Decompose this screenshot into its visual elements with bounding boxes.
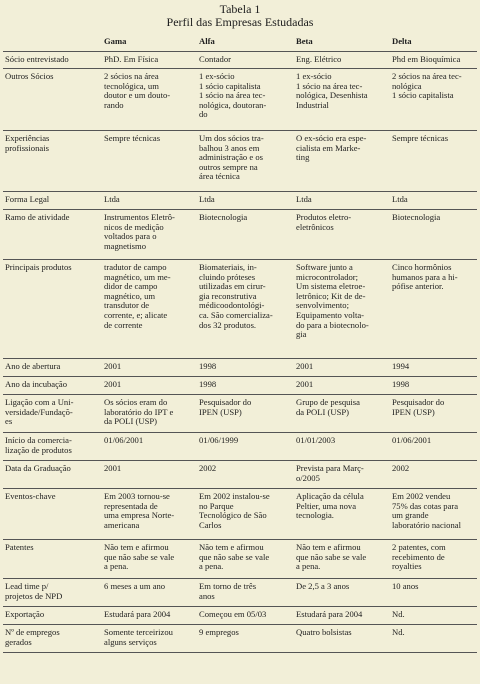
table-row: [3, 377, 477, 395]
table-cell: Biotecnologia: [388, 210, 477, 260]
table-cell: Não tem e afirmou que não sabe se vale a pena.: [292, 540, 388, 579]
table-cell: Cinco hormônios humanos para a hi- pófise anterior.: [388, 260, 477, 359]
table-cell: O ex-sócio era espe- cialista em Marke- ting: [292, 131, 388, 192]
table-cell: Em 2002 vendeu 75% das cotas para um grande laboratório nacional: [388, 489, 477, 540]
table-cell: Estudará para 2004: [292, 607, 388, 625]
table-cell: 2 sócios na área tecnológica, um doutor e um douto- rando: [100, 69, 195, 131]
table-row: [3, 192, 477, 210]
row-label: Sócio entrevistado: [3, 52, 100, 69]
row-label: Ano da incubação: [3, 377, 100, 395]
table-caption: [0, 0, 480, 29]
table-cell: Em 2003 tornou-se representada de uma empresa Norte- americana: [100, 489, 195, 540]
row-label: Início da comercia- lização de produtos: [3, 433, 100, 461]
table-cell: 9 empregos: [195, 625, 292, 653]
table-cell: Phd em Bioquímica: [388, 52, 477, 69]
table-cell: 01/06/2001: [100, 433, 195, 461]
table-row: [3, 69, 477, 131]
table-cell: 2001: [292, 377, 388, 395]
table-cell: 10 anos: [388, 579, 477, 607]
table-cell: Sempre técnicas: [388, 131, 477, 192]
table-cell: Os sócios eram do laboratório do IPT e da POLI (USP): [100, 395, 195, 433]
table-cell: 2 sócios na área tec- nológica 1 sócio capitalista: [388, 69, 477, 131]
table-cell: Prevista para Març- o/2005: [292, 461, 388, 489]
table-cell: 6 meses a um ano: [100, 579, 195, 607]
header-cell-beta: Beta: [292, 33, 388, 52]
table-cell: Não tem e afirmou que não sabe se vale a pena.: [100, 540, 195, 579]
table-cell: Biotecnologia: [195, 210, 292, 260]
table-row: [3, 489, 477, 540]
row-label: Lead time p/ projetos de NPD: [3, 579, 100, 607]
table-cell: Um dos sócios tra- balhou 3 anos em administração e os outros sempre na área técnica: [195, 131, 292, 192]
row-label: Outros Sócios: [3, 69, 100, 131]
table-row: [3, 52, 477, 69]
row-label: Forma Legal: [3, 192, 100, 210]
row-label: Nº de empregos gerados: [3, 625, 100, 653]
table-row: [3, 131, 477, 192]
row-label: Experiências profissionais: [3, 131, 100, 192]
company-profile-table: [3, 33, 477, 653]
table-cell: Pesquisador do IPEN (USP): [195, 395, 292, 433]
table-cell: Começou em 05/03: [195, 607, 292, 625]
table-row: [3, 210, 477, 260]
table-cell: De 2,5 a 3 anos: [292, 579, 388, 607]
table-row: [3, 625, 477, 653]
table-row: [3, 540, 477, 579]
table-cell: tradutor de campo magnético, um me- didor de campo magnético, um transdutor de corrente, e; alicate de corrente: [100, 260, 195, 359]
table-cell: Quatro bolsistas: [292, 625, 388, 653]
table-cell: 1998: [195, 359, 292, 377]
table-cell: Sempre técnicas: [100, 131, 195, 192]
table-row: [3, 260, 477, 359]
row-label: Ramo de atividade: [3, 210, 100, 260]
table-cell: Grupo de pesquisa da POLI (USP): [292, 395, 388, 433]
table-cell: Estudará para 2004: [100, 607, 195, 625]
header-cell-alfa: Alfa: [195, 33, 292, 52]
table-cell: Ltda: [100, 192, 195, 210]
table-cell: 01/01/2003: [292, 433, 388, 461]
table-cell: Nd.: [388, 625, 477, 653]
row-label: Principais produtos: [3, 260, 100, 359]
table-cell: 2001: [100, 359, 195, 377]
header-cell-gama: Gama: [100, 33, 195, 52]
table-cell: 2001: [100, 461, 195, 489]
row-label: Patentes: [3, 540, 100, 579]
table-cell: Ltda: [195, 192, 292, 210]
table-row: [3, 607, 477, 625]
table-cell: PhD. Em Física: [100, 52, 195, 69]
table-cell: Ltda: [388, 192, 477, 210]
table-cell: 2002: [195, 461, 292, 489]
header-cell-empty: [3, 33, 100, 52]
table-cell: Em torno de três anos: [195, 579, 292, 607]
table-cell: Nd.: [388, 607, 477, 625]
table-cell: 2 patentes, com recebimento de royalties: [388, 540, 477, 579]
table-cell: Contador: [195, 52, 292, 69]
table-cell: 2002: [388, 461, 477, 489]
table-cell: Ltda: [292, 192, 388, 210]
table-cell: Somente terceirizou alguns serviços: [100, 625, 195, 653]
row-label: Eventos-chave: [3, 489, 100, 540]
table-row: [3, 579, 477, 607]
table-cell: 1994: [388, 359, 477, 377]
row-label: Ano de abertura: [3, 359, 100, 377]
table-row: [3, 461, 477, 489]
table-cell: Não tem e afirmou que não sabe se vale a pena.: [195, 540, 292, 579]
table-cell: Aplicação da célula Peltier, uma nova tecnologia.: [292, 489, 388, 540]
table-cell: 01/06/2001: [388, 433, 477, 461]
header-row: [3, 33, 477, 52]
table-cell: 1 ex-sócio 1 sócio capitalista 1 sócio na área tec- nológica, doutoran- do: [195, 69, 292, 131]
table-cell: Em 2002 instalou-se no Parque Tecnológico de São Carlos: [195, 489, 292, 540]
row-label: Exportação: [3, 607, 100, 625]
table-cell: 1998: [195, 377, 292, 395]
row-label: Data da Graduação: [3, 461, 100, 489]
table-cell: Instrumentos Eletrô- nicos de medição voltados para o magnetismo: [100, 210, 195, 260]
table-cell: 1 ex-sócio 1 sócio na área tec- nológica, Desenhista Industrial: [292, 69, 388, 131]
table-cell: 01/06/1999: [195, 433, 292, 461]
table-title: Perfil das Empresas Estudadas: [166, 15, 314, 29]
table-cell: Software junto a microcontrolador; Um sistema eletroe- letrônico; Kit de de- senvolvimento; Equipamento volta- do para a biotecnolo- gia: [292, 260, 388, 359]
table-number: Tabela 1: [219, 2, 261, 16]
table-row: [3, 433, 477, 461]
table-cell: 2001: [100, 377, 195, 395]
table-cell: Biomateriais, in- cluindo próteses utilizadas em cirur- gia reconstrutiva médicoodontológi- ca. São comercializa- dos 32 produtos.: [195, 260, 292, 359]
table-cell: 2001: [292, 359, 388, 377]
table-row: [3, 395, 477, 433]
table-cell: Pesquisador do IPEN (USP): [388, 395, 477, 433]
row-label: Ligação com a Uni- versidade/Fundaçõ- es: [3, 395, 100, 433]
header-cell-delta: Delta: [388, 33, 477, 52]
table-row: [3, 359, 477, 377]
table-cell: Eng. Elétrico: [292, 52, 388, 69]
table-cell: 1998: [388, 377, 477, 395]
table-cell: Produtos eletro- eletrônicos: [292, 210, 388, 260]
